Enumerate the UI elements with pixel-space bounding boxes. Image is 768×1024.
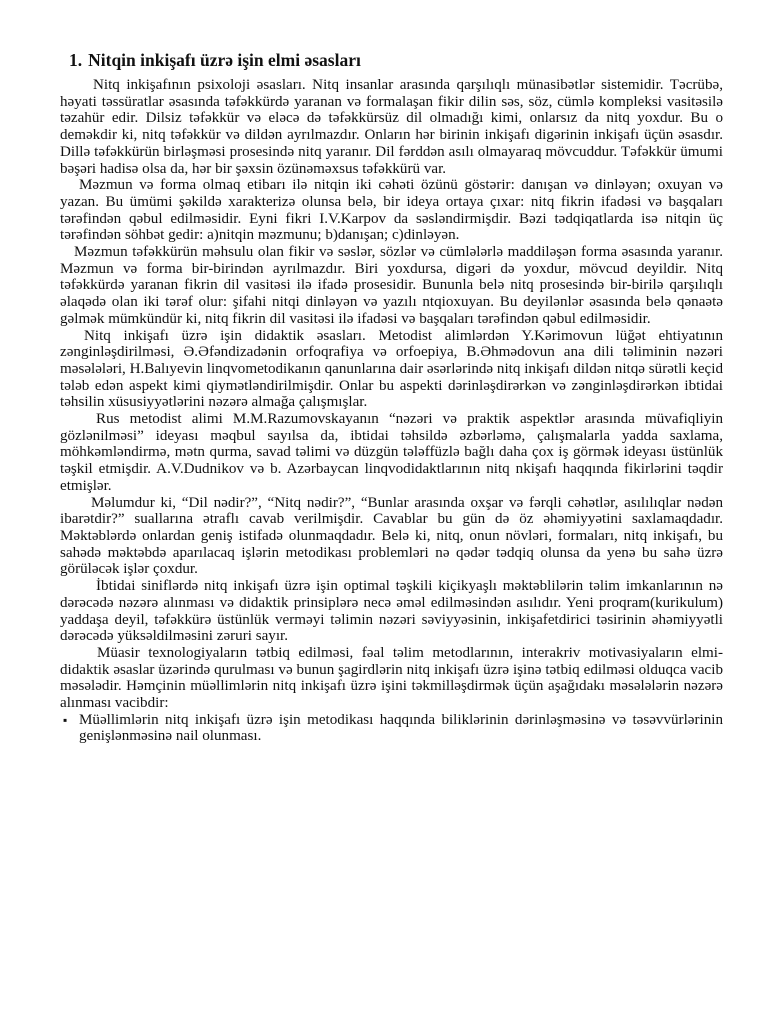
list-item-text: Müəllimlərin nitq inkişafı üzrə işin metodikası haqqında biliklərinin dərinləşməsinə və təsəvvürlərinin genişlənməsinə nail olunması. bbox=[79, 711, 723, 745]
section-number: 1. bbox=[69, 50, 83, 70]
paragraph-content-of-thought: Məzmun təfəkkürün məhsulu olan fikir və səslər, sözlər və cümlələrlə maddiləşən forma əsasında yaranır. Məzmun və forma bir-birindən ayrılmazdır. Biri yoxdursa, digəri də yoxdur, mövcud deyildir. Nitq təfəkkürdə yaranan fikrin dil vasitəsi ilə ifadə prosesidir. Bununla belə nitq prosesində bir-birilə qarşılıqlı əlaqədə olan iki tərəf olur: şifahi nitqi dinləyən və yazılı ntqioxuyan. Bu deyilənlər əsasında belə qənaətə gəlmək mümkündür ki, nitq fikrin dil vasitəsi ilə ifadəsi və başqaları tərəfindən qəbul edilməsidir. bbox=[60, 244, 723, 327]
document-page bbox=[60, 49, 723, 745]
section-title: Nitqin inkişafı üzrə işin elmi əsasları bbox=[88, 50, 361, 70]
paragraph-modern-technologies: Müasir texnologiyaların tətbiq edilməsi, fəal təlim metodlarının, interakriv motivasiyaların elmi-didaktik əsaslar üzərində qurulması və bunun şagirdlərin nitq inkişafı üzrə işinə tətbiq edilməsi olduqca vacib məsələdir. Həmçinin müəllimlərin nitq inkişafı üzrə işini təkmilləşdirmək üçün aşağıdakı məsələlərin nəzərə alınması vacibdir: bbox=[60, 644, 723, 712]
paragraph-questions: Məlumdur ki, “Dil nədir?”, “Nitq nədir?”, “Bunlar arasında oxşar və fərqli cəhətlər, asılılıqlar nədən ibarətdir?” suallarına ətraflı cavab verilmişdir. Cavablar bu gün də öz əhəmiyyətini saxlamaqdadır. Məktəblərdə onlardan geniş istifadə olunmaqdadır. Belə ki, nitq, onun növləri, formaları, nitq inkişafı, bu sahədə məktəbdə aparılacaq işlərin metodikası problemləri nə qədər tədqiq olunsa da yenə bu sahə üzrə görüləcək işlər çoxdur. bbox=[60, 494, 723, 578]
paragraph-didactic-basis: Nitq inkişafı üzrə işin didaktik əsasları. Metodist alimlərdən Y.Kərimovun lüğət ehtiyatının zənginləşdirilməsi, Ə.Əfəndizadənin orfoqrafiya və orfoepiya, B.Əhmədovun ana dili təliminin nəzəri məsələləri, H.Balıyevin linqvometodikanın qanunlarına dair əsərlərində nitq inkişafı dildən nitqə sürətli keçid tələb edən aspekt kimi qiymətləndirilmişdir. Onlar bu aspekti dərinləşdirərkən və zənginləşdirərkən ibtidai təhsilin xüsusiyyətlərini nəzərə almağa çalışmışlar. bbox=[60, 327, 723, 411]
list-item bbox=[60, 712, 723, 745]
paragraph-primary-classes: İbtidai siniflərdə nitq inkişafı üzrə işin optimal təşkili kiçikyaşlı məktəblilərin təlim imkanlarının nə dərəcədə nəzərə alınması və didaktik prinsiplərə necə əməl edilməsindən asılıdır. Yeni proqram(kurikulum) yaddaşa deyil, təfəkkürə üstünlük verməyi təlimin nəzəri səviyyəsinin, inkişafetdirici təsirinin əhəmiyyətli dərəcədə yüksəldilməsini zəruri sayır. bbox=[60, 578, 723, 645]
paragraph-razumovskaya: Rus metodist alimi M.M.Razumovskayanın “nəzəri və praktik aspektlər arasında müvafiqliyin gözlənilməsi” ideyası məqbul sayılsa da, ibtidai təhsildə əzbərləmə, çalışmalarla yadda saxlama, möhkəmləndirmə, mətn qurma, savad təlimi və düzgün tələffüzlə bağlı daha çox iş görmək ideyası üstünlük təşkil etmişdir. A.V.Dudnikov və b. Azərbaycan linqvodidaktlarının nitq nkişafı haqqında fikirlərini təqdir etmişlər. bbox=[60, 411, 723, 494]
requirements-list bbox=[60, 712, 723, 745]
bullet-marker-icon: ▪ bbox=[63, 712, 68, 727]
section-heading bbox=[69, 49, 723, 71]
paragraph-psychological-basis: Nitq inkişafının psixoloji əsasları. Nitq insanlar arasında qarşılıqlı münasibətlər sistemidir. Təcrübə, həyati təssüratlar əsasında təfəkkürdə yaranan və formalaşan fikir dilin səs, söz, cümlə kompleksi vasitəsilə təzahür edir. Dilsiz təfəkkür və eləcə də təfəkkürsüz dil olmadığı kimi, onlarsız da nitq yoxdur. Bu o deməkdir ki, nitq təfəkkür və dildən ayrılmazdır. Onların hər birinin inkişafı digərinin inkişafı üçün əsasdır. Dillə təfəkkürün birləşməsi prosesində nitq yaranır. Dil fərddən asılı olmayaraq mövcuddur. Təfəkkür ümumi bəşəri hadisə olsa da, hər bir şəxsin özünəməxsus təfəkkürü var. bbox=[60, 77, 723, 177]
paragraph-content-and-form: Məzmun və forma olmaq etibarı ilə nitqin iki cəhəti özünü göstərir: danışan və dinləyən; oxuyan və yazan. Bu ümümi şəkildə xarakterizə olunsa belə, bir ideya ortaya çıxar: nitq fikrin ifadəsi və başqaları tərəfindən qəbul edilməsidir. Eyni fikri I.V.Karpov da səsləndirmişdir. Bəzi tədqiqatlarda isə nitqin üç tərəfindən söhbət gedir: a)nitqin məzmunu; b)danışan; c)dinləyən. bbox=[60, 177, 723, 244]
